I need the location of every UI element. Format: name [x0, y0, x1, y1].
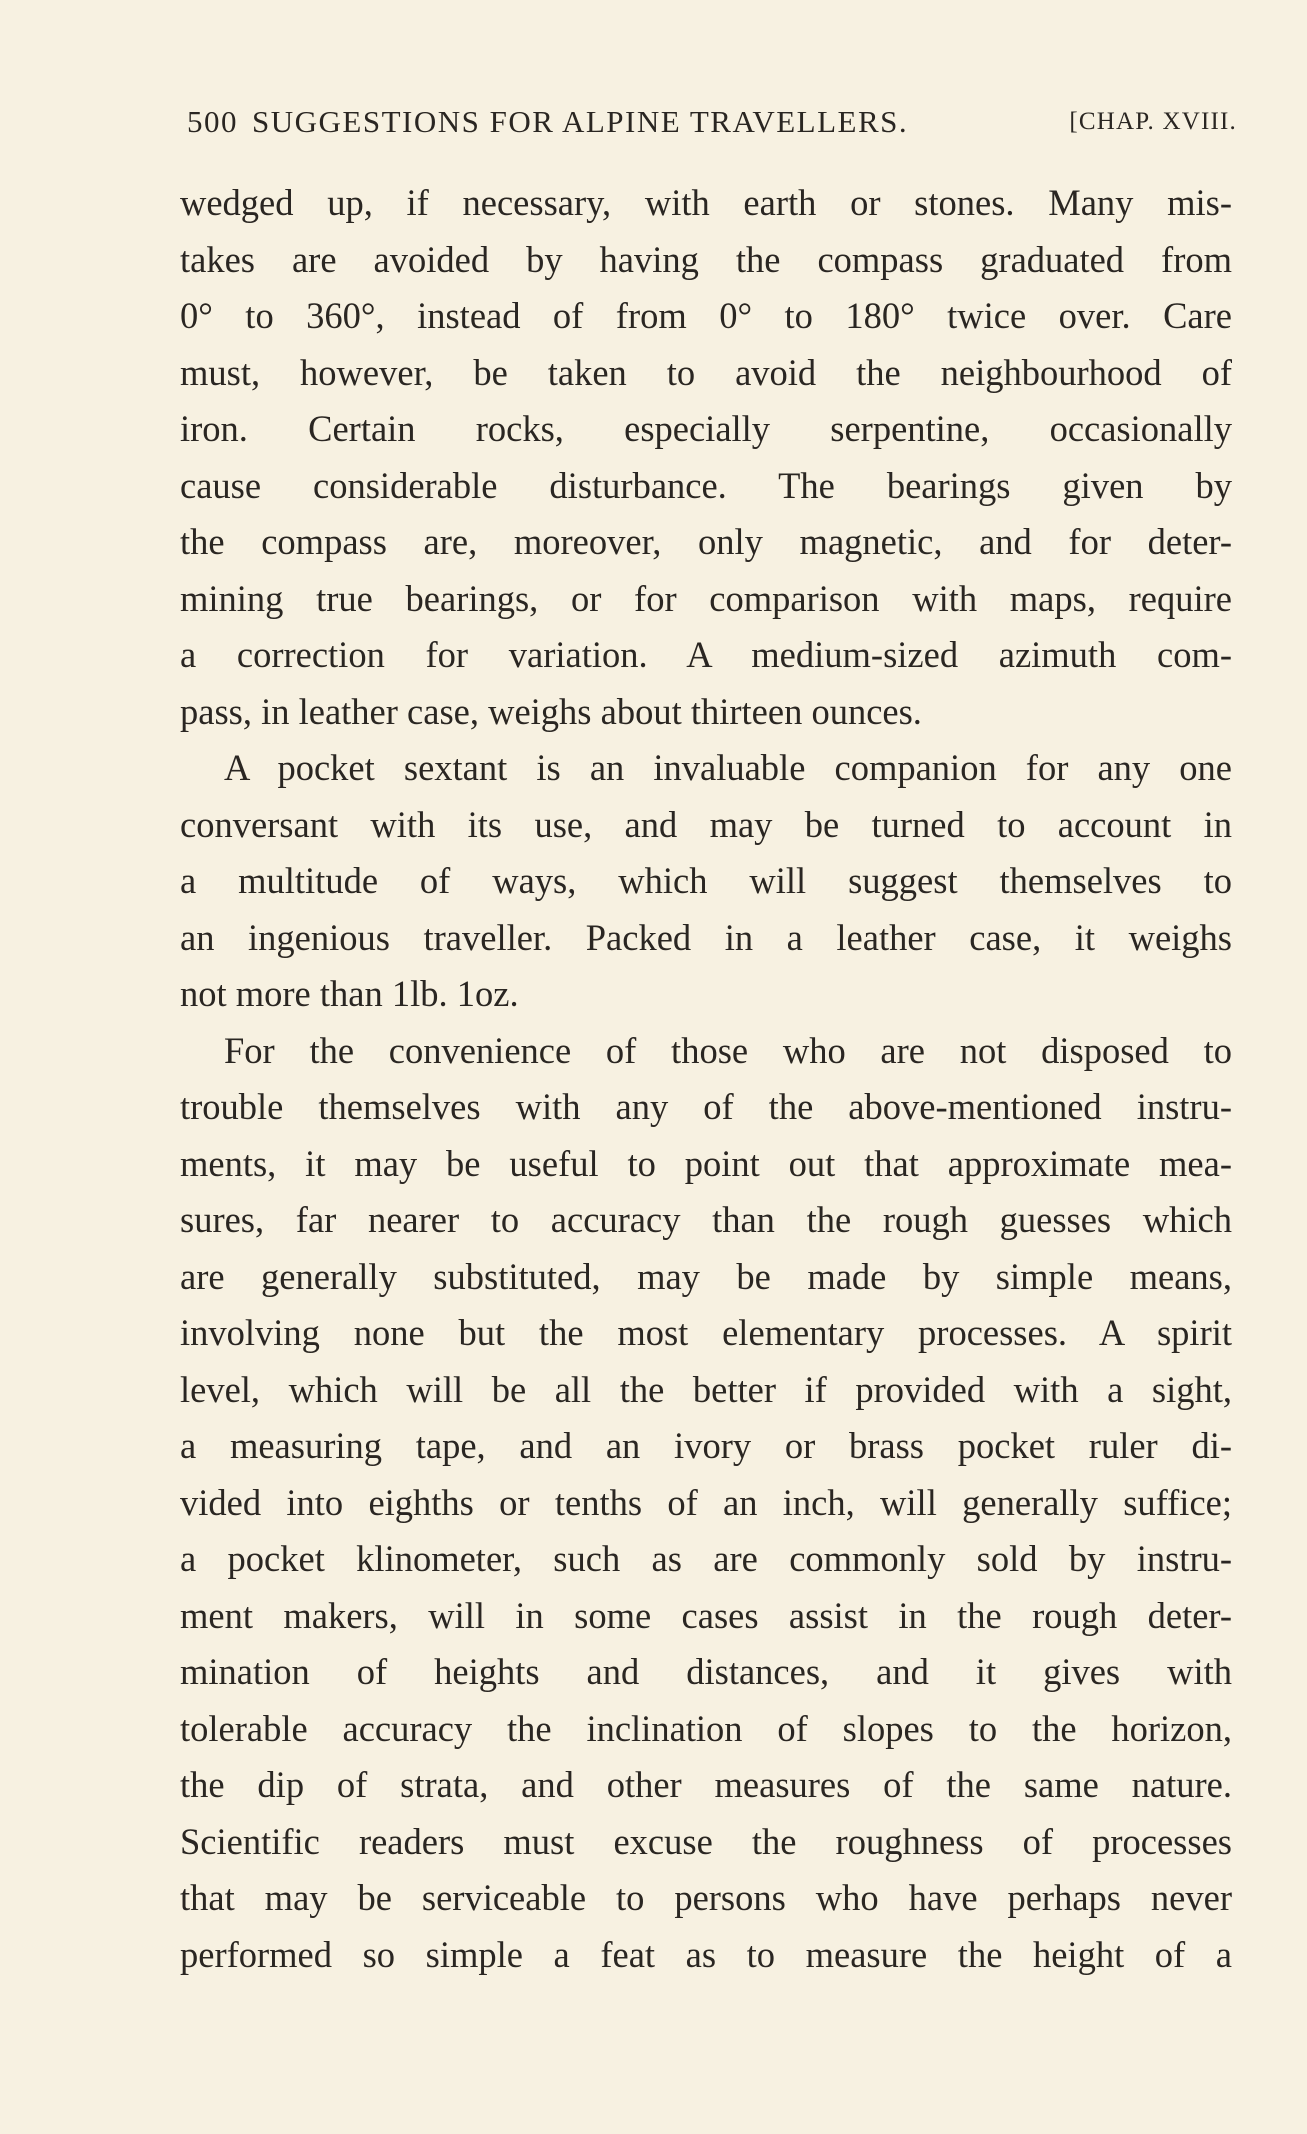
text-line: wedged up, if necessary, with earth or stones. Many mis- [180, 182, 1232, 223]
text-line: pass, in leather case, weighs about thirteen ounces. [180, 690, 922, 732]
text-line: level, which will be all the better if provided with a sight, [180, 1368, 1232, 1410]
text-line: involving none but the most elementary processes. A spirit [180, 1312, 1232, 1353]
text-line: that may be serviceable to persons who have perhaps never [180, 1877, 1232, 1918]
running-head [187, 100, 1237, 144]
text-line: are generally substituted, may be made by simple means, [180, 1255, 1232, 1297]
text-line: cause considerable disturbance. The bearings given by [180, 464, 1232, 506]
text-line: vided into eighths or tenths of an inch, will generally suffice; [180, 1481, 1232, 1523]
text-line: ments, it may be useful to point out that approximate mea- [180, 1142, 1232, 1184]
text-line: not more than 1lb. 1oz. [180, 973, 519, 1014]
text-line: takes are avoided by having the compass graduated from [180, 238, 1232, 280]
text-line: tolerable accuracy the inclination of slopes to the horizon, [180, 1707, 1232, 1749]
text-line: Scientific readers must excuse the roughness of processes [180, 1820, 1232, 1862]
text-line: ment makers, will in some cases assist in the rough deter- [180, 1594, 1232, 1636]
chapter-label: [CHAP. XVIII. [1069, 108, 1237, 135]
page-number: 500 [187, 104, 238, 139]
text-line: 0° to 360°, instead of from 0° to 180° twice over. Care [180, 295, 1232, 336]
text-line: a measuring tape, and an ivory or brass pocket ruler di- [180, 1425, 1232, 1466]
text-line: a multitude of ways, which will suggest themselves to [180, 860, 1232, 901]
paragraph-start-line: For the convenience of those who are not disposed to [224, 1029, 1232, 1071]
text-line: must, however, be taken to avoid the neighbourhood of [180, 351, 1232, 393]
text-line: mining true bearings, or for comparison with maps, require [180, 577, 1232, 619]
text-line: mination of heights and distances, and it gives with [180, 1651, 1232, 1692]
text-line: the dip of strata, and other measures of the same nature. [180, 1764, 1232, 1805]
paragraph-start-line: A pocket sextant is an invaluable companion for any one [224, 747, 1232, 788]
text-line: sures, far nearer to accuracy than the rough guesses which [180, 1199, 1232, 1240]
text-line: a correction for variation. A medium-sized azimuth com- [180, 634, 1232, 675]
text-line: trouble themselves with any of the above-mentioned instru- [180, 1086, 1232, 1127]
text-line: an ingenious traveller. Packed in a leather case, it weighs [180, 916, 1232, 958]
text-line: iron. Certain rocks, especially serpentine, occasionally [180, 408, 1232, 449]
body-text [180, 175, 1232, 1983]
text-line: performed so simple a feat as to measure the height of a [180, 1933, 1232, 1975]
text-line: a pocket klinometer, such as are commonly sold by instru- [180, 1538, 1232, 1579]
text-line: conversant with its use, and may be turned to account in [180, 803, 1232, 845]
text-line: the compass are, moreover, only magnetic, and for deter- [180, 521, 1232, 562]
running-title: SUGGESTIONS FOR ALPINE TRAVELLERS. [252, 104, 909, 139]
